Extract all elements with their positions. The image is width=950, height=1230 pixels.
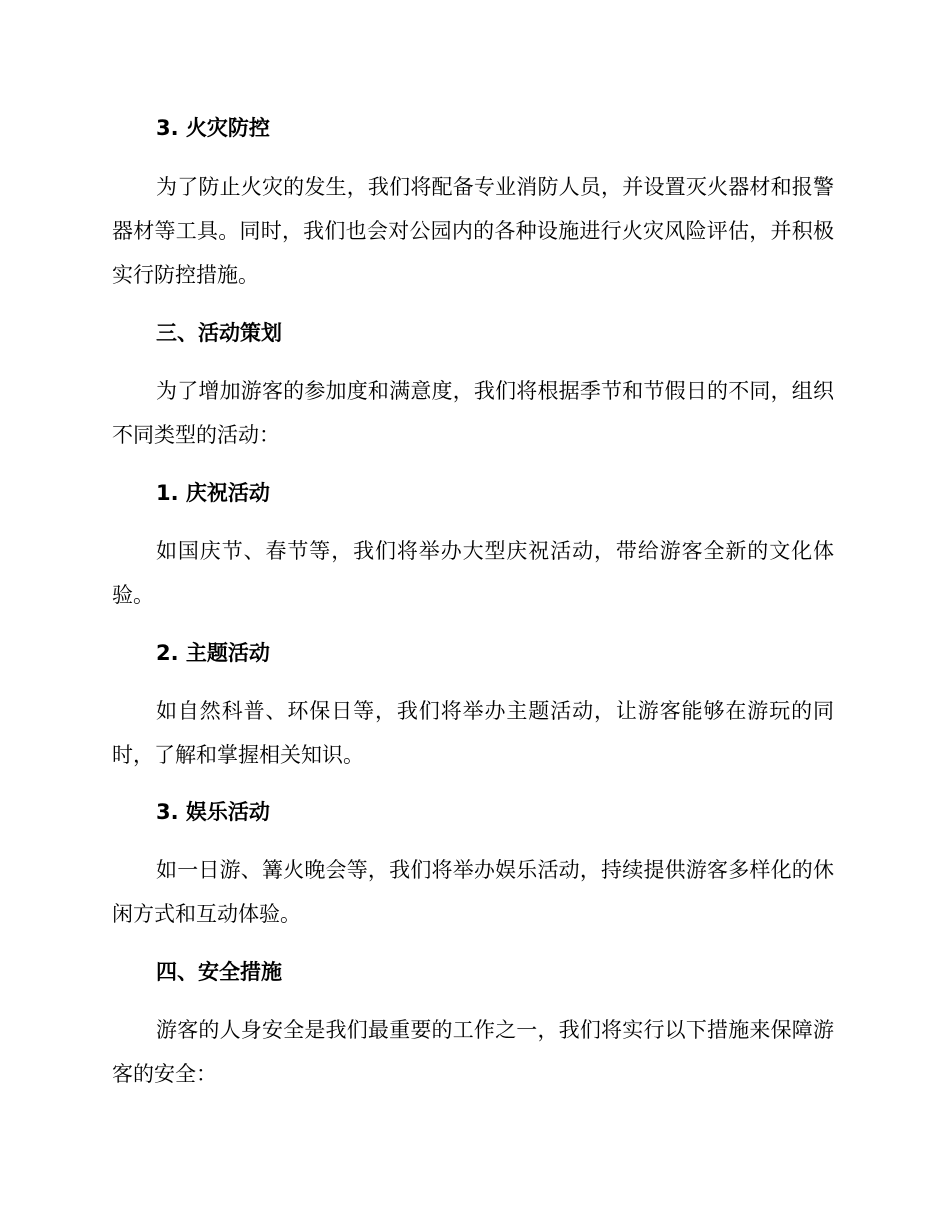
paragraph-safety: 游客的人身安全是我们最重要的工作之一，我们将实行以下措施来保障游客的安全： [112, 1018, 834, 1086]
section-heading-safety: 四、安全措施 [156, 960, 282, 984]
section-heading-theme: 2. 主题活动 [156, 641, 270, 665]
paragraph-theme: 如自然科普、环保日等，我们将举办主题活动，让游客能够在游玩的同时，了解和掌握相关知识。 [112, 699, 834, 767]
paragraph-celebration: 如国庆节、春节等，我们将举办大型庆祝活动，带给游客全新的文化体验。 [112, 539, 834, 607]
section-heading-activity-planning: 三、活动策划 [156, 321, 282, 345]
section-heading-fire-control: 3. 火灾防控 [156, 116, 270, 140]
paragraph-activity-planning: 为了增加游客的参加度和满意度，我们将根据季节和节假日的不同，组织不同类型的活动： [112, 379, 834, 447]
section-heading-entertainment: 3. 娱乐活动 [156, 800, 270, 824]
paragraph-fire-control: 为了防止火灾的发生，我们将配备专业消防人员，并设置灭火器材和报警器材等工具。同时，我们也会对公园内的各种设施进行火灾风险评估，并积极实行防控措施。 [112, 175, 834, 287]
section-heading-celebration: 1. 庆祝活动 [156, 481, 270, 505]
paragraph-entertainment: 如一日游、篝火晚会等，我们将举办娱乐活动，持续提供游客多样化的休闲方式和互动体验。 [112, 858, 834, 926]
